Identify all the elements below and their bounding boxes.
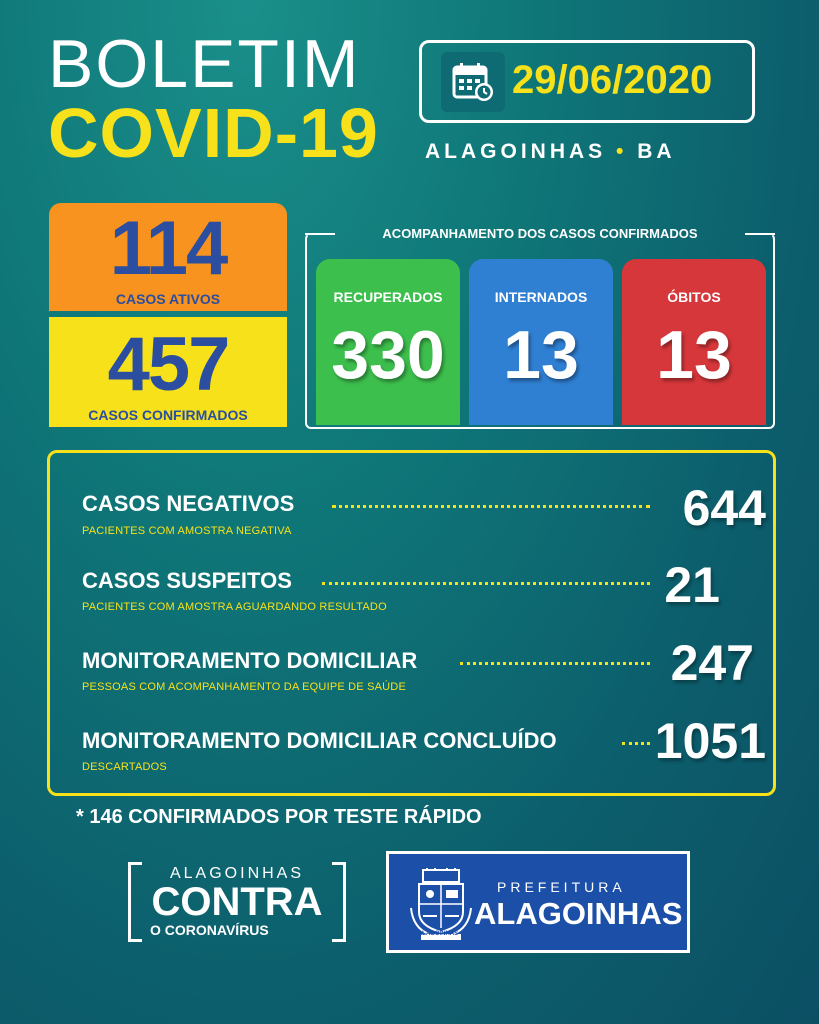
title-covid: COVID-19 bbox=[48, 94, 379, 172]
deaths-label: ÓBITOS bbox=[667, 289, 721, 305]
campaign-logo-top: ALAGOINHAS bbox=[169, 865, 305, 882]
calendar-clock-icon bbox=[441, 52, 505, 112]
hospitalized-value: 13 bbox=[503, 317, 579, 393]
recovered-card bbox=[316, 259, 460, 425]
active-cases-label: CASOS ATIVOS bbox=[115, 291, 221, 307]
detail-dots bbox=[332, 505, 650, 508]
title-boletim: BOLETIM bbox=[48, 26, 361, 102]
detail-value: 21 bbox=[664, 557, 720, 613]
hospitalized-label: INTERNADOS bbox=[494, 289, 588, 305]
detail-title: MONITORAMENTO DOMICILIAR CONCLUÍDO bbox=[82, 728, 557, 753]
recovered-label: RECUPERADOS bbox=[333, 289, 443, 305]
detail-title: MONITORAMENTO DOMICILIAR bbox=[82, 648, 418, 673]
detail-subtitle: PACIENTES COM AMOSTRA AGUARDANDO RESULTADO bbox=[82, 601, 387, 613]
detail-subtitle: PESSOAS COM ACOMPANHAMENTO DA EQUIPE DE SAÚDE bbox=[82, 681, 406, 693]
detail-dots bbox=[322, 582, 650, 585]
location-state: BA bbox=[637, 140, 676, 163]
detail-value: 1051 bbox=[654, 713, 766, 769]
tracking-frame-edge bbox=[305, 233, 335, 235]
crest-banner-text: ALAGOINHAS bbox=[417, 931, 459, 937]
active-cases-value: 114 bbox=[109, 206, 227, 291]
tracking-frame-edge bbox=[745, 233, 775, 235]
confirmed-cases-value: 457 bbox=[107, 322, 229, 407]
tracking-title: ACOMPANHAMENTO DOS CASOS CONFIRMADOS bbox=[382, 226, 698, 241]
location-separator: • bbox=[616, 140, 628, 163]
confirmed-cases-card bbox=[49, 317, 287, 427]
detail-subtitle: DESCARTADOS bbox=[82, 761, 167, 773]
location-city: ALAGOINHAS bbox=[425, 140, 607, 163]
detail-title: CASOS NEGATIVOS bbox=[82, 491, 295, 516]
detail-value: 644 bbox=[682, 480, 766, 536]
active-cases-card bbox=[49, 203, 287, 311]
deaths-value: 13 bbox=[656, 317, 732, 393]
confirmed-cases-label: CASOS CONFIRMADOS bbox=[88, 407, 248, 423]
campaign-logo-bottom: O CORONAVÍRUS bbox=[150, 922, 269, 938]
detail-value: 247 bbox=[670, 635, 754, 691]
recovered-value: 330 bbox=[331, 317, 445, 393]
detail-subtitle: PACIENTES COM AMOSTRA NEGATIVA bbox=[82, 525, 292, 537]
hospitalized-card bbox=[469, 259, 613, 425]
date-text: 29/06/2020 bbox=[512, 58, 713, 102]
campaign-logo-main: CONTRA bbox=[151, 880, 323, 924]
detail-dots bbox=[460, 662, 650, 665]
deaths-card bbox=[622, 259, 766, 425]
prefeitura-name: ALAGOINHAS bbox=[474, 896, 683, 931]
detail-title: CASOS SUSPEITOS bbox=[82, 568, 292, 593]
footnote: * 146 CONFIRMADOS POR TESTE RÁPIDO bbox=[76, 806, 482, 828]
prefeitura-label: PREFEITURA bbox=[497, 879, 626, 895]
location bbox=[425, 140, 676, 164]
